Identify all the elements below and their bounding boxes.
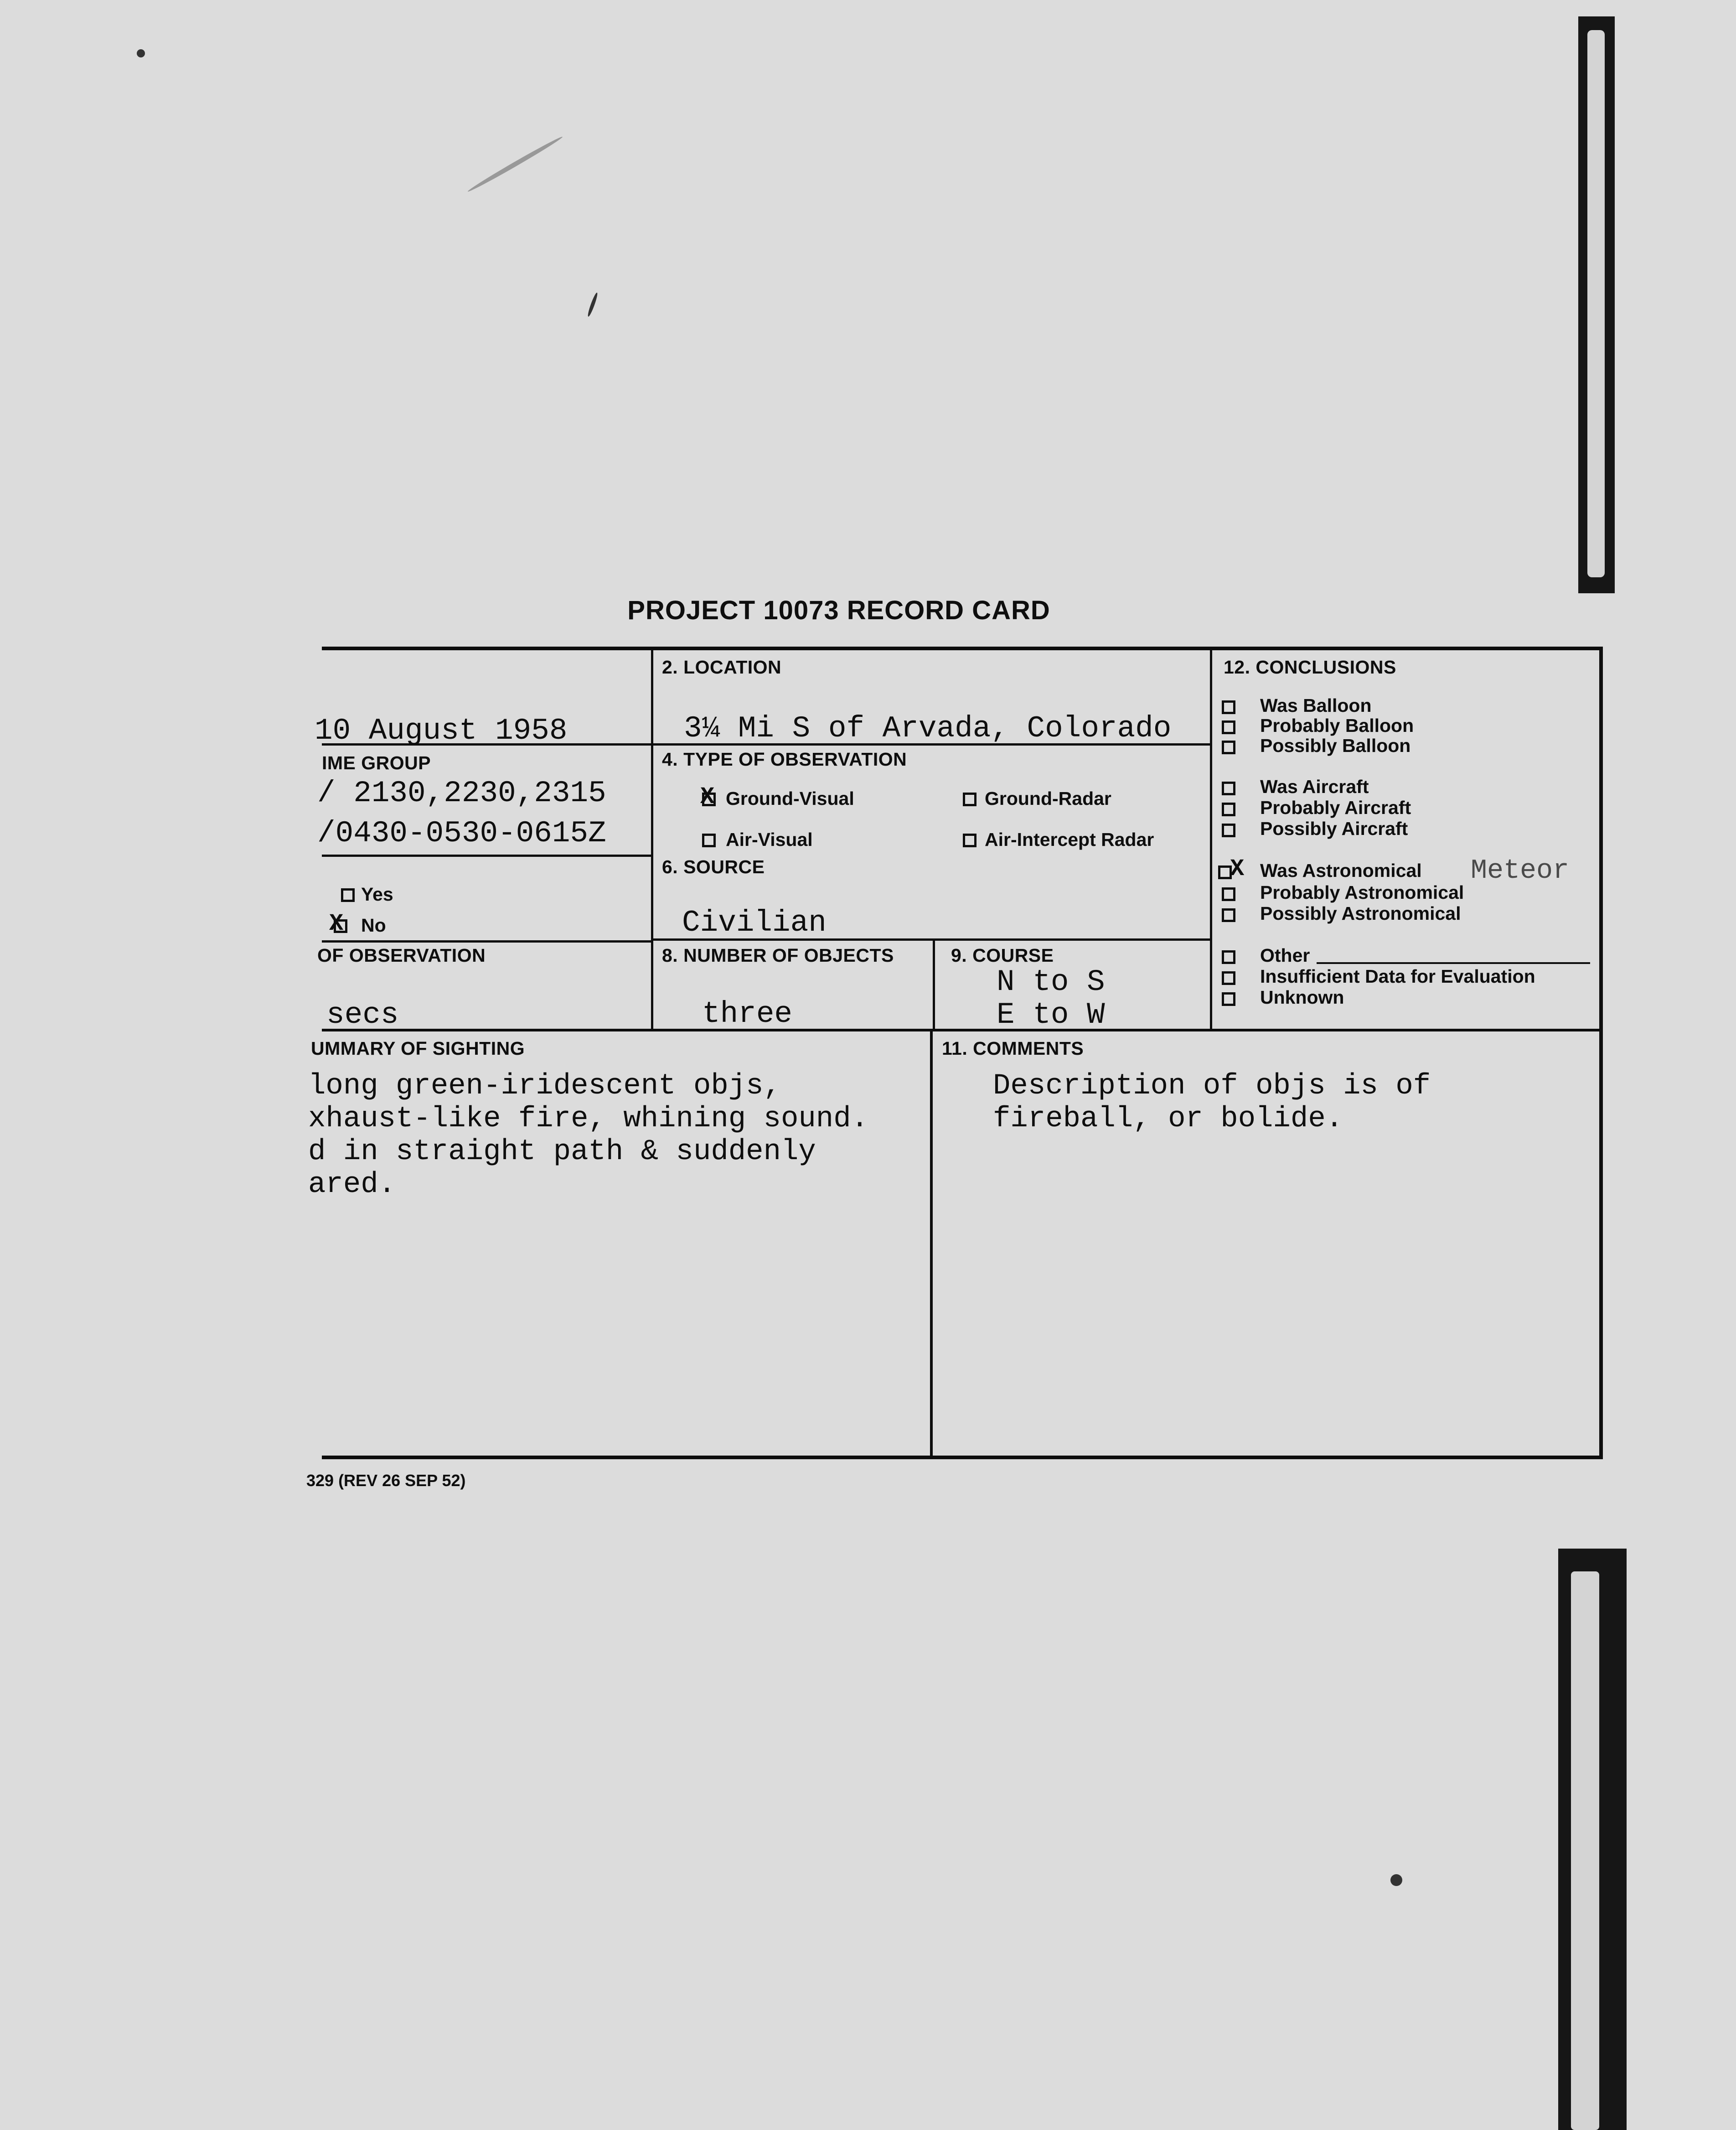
probably-astronomical-label: Probably Astronomical (1260, 882, 1464, 903)
conclusions-label: 12. CONCLUSIONS (1224, 657, 1396, 678)
ground-radar-checkbox[interactable] (963, 793, 976, 806)
probably-balloon-checkbox[interactable] (1222, 720, 1235, 734)
divider-v3 (1210, 647, 1212, 1030)
was-balloon-label: Was Balloon (1260, 695, 1372, 716)
frame-right (1599, 647, 1603, 1459)
comments-line-2: fireball, or bolide. (993, 1103, 1343, 1135)
type-of-observation-label: 4. TYPE OF OBSERVATION (662, 749, 907, 770)
time-group-label: IME GROUP (322, 752, 431, 773)
length-of-observation-value: secs (326, 998, 399, 1032)
divider-v4 (930, 1030, 933, 1458)
unknown-checkbox[interactable] (1222, 992, 1235, 1006)
probably-astronomical-checkbox[interactable] (1222, 887, 1235, 901)
probably-aircraft-label: Probably Aircraft (1260, 797, 1411, 818)
air-intercept-radar-checkbox[interactable] (963, 834, 976, 847)
probably-aircraft-checkbox[interactable] (1222, 803, 1235, 816)
photos-yes-label: Yes (361, 884, 393, 905)
other-label: Other (1260, 945, 1310, 966)
unknown-label: Unknown (1260, 987, 1344, 1008)
other-checkbox[interactable] (1222, 950, 1235, 964)
frame-top (322, 647, 1603, 650)
divider-h2 (322, 855, 651, 857)
air-visual-checkbox[interactable] (702, 834, 716, 847)
length-of-observation-label: OF OBSERVATION (317, 945, 486, 966)
was-astronomical-check-mark: X (1230, 855, 1245, 882)
ground-visual-check-mark: X (700, 783, 715, 810)
source-value: Civilian (682, 906, 827, 940)
divider-h5 (322, 1029, 1603, 1031)
card-title: PROJECT 10073 RECORD CARD (627, 596, 1050, 625)
photos-no-check-mark: X (329, 910, 344, 937)
air-visual-label: Air-Visual (726, 829, 813, 850)
insufficient-data-label: Insufficient Data for Evaluation (1260, 966, 1535, 987)
photos-yes-checkbox[interactable] (341, 888, 355, 902)
comments-line-1: Description of objs is of (993, 1070, 1431, 1103)
location-label: 2. LOCATION (662, 657, 782, 678)
was-aircraft-label: Was Aircraft (1260, 776, 1369, 797)
probably-balloon-label: Probably Balloon (1260, 715, 1414, 736)
divider-h4 (322, 940, 651, 943)
possibly-astronomical-checkbox[interactable] (1222, 908, 1235, 922)
comments-label: 11. COMMENTS (942, 1038, 1084, 1059)
insufficient-data-checkbox[interactable] (1222, 971, 1235, 985)
date-value: 10 August 1958 (315, 714, 568, 748)
divider-v1 (651, 647, 653, 1030)
possibly-aircraft-checkbox[interactable] (1222, 824, 1235, 837)
possibly-balloon-checkbox[interactable] (1222, 741, 1235, 754)
divider-v2 (933, 940, 935, 1030)
photos-no-label: No (361, 915, 386, 936)
frame-bottom (322, 1456, 1603, 1459)
number-of-objects-label: 8. NUMBER OF OBJECTS (662, 945, 894, 966)
summary-line-2: xhaust-like fire, whining sound. (308, 1103, 868, 1135)
course-line-1: N to S (997, 965, 1105, 999)
source-label: 6. SOURCE (662, 856, 765, 877)
course-label: 9. COURSE (951, 945, 1054, 966)
summary-line-1: long green-iridescent objs, (308, 1070, 781, 1103)
number-of-objects-value: three (702, 997, 793, 1031)
possibly-balloon-label: Possibly Balloon (1260, 735, 1411, 756)
summary-line-3: d in straight path & suddenly (308, 1135, 816, 1168)
summary-line-4: ared. (308, 1168, 396, 1201)
possibly-astronomical-label: Possibly Astronomical (1260, 903, 1461, 924)
ground-visual-label: Ground-Visual (726, 788, 854, 809)
summary-label: UMMARY OF SIGHTING (311, 1038, 525, 1059)
location-value: 3¼ Mi S of Arvada, Colorado (684, 711, 1172, 746)
time-group-gmt: /0430-0530-0615Z (317, 816, 606, 850)
form-number: 329 (REV 26 SEP 52) (306, 1471, 466, 1490)
was-balloon-checkbox[interactable] (1222, 700, 1235, 714)
air-intercept-radar-label: Air-Intercept Radar (985, 829, 1154, 850)
meteor-annotation: Meteor (1471, 855, 1570, 886)
time-group-local: / 2130,2230,2315 (317, 776, 606, 810)
was-astronomical-label: Was Astronomical (1260, 860, 1422, 881)
course-line-2: E to W (997, 998, 1105, 1032)
ground-radar-label: Ground-Radar (985, 788, 1111, 809)
other-fill-line (1317, 962, 1590, 964)
was-aircraft-checkbox[interactable] (1222, 782, 1235, 795)
possibly-aircraft-label: Possibly Aircraft (1260, 818, 1408, 839)
